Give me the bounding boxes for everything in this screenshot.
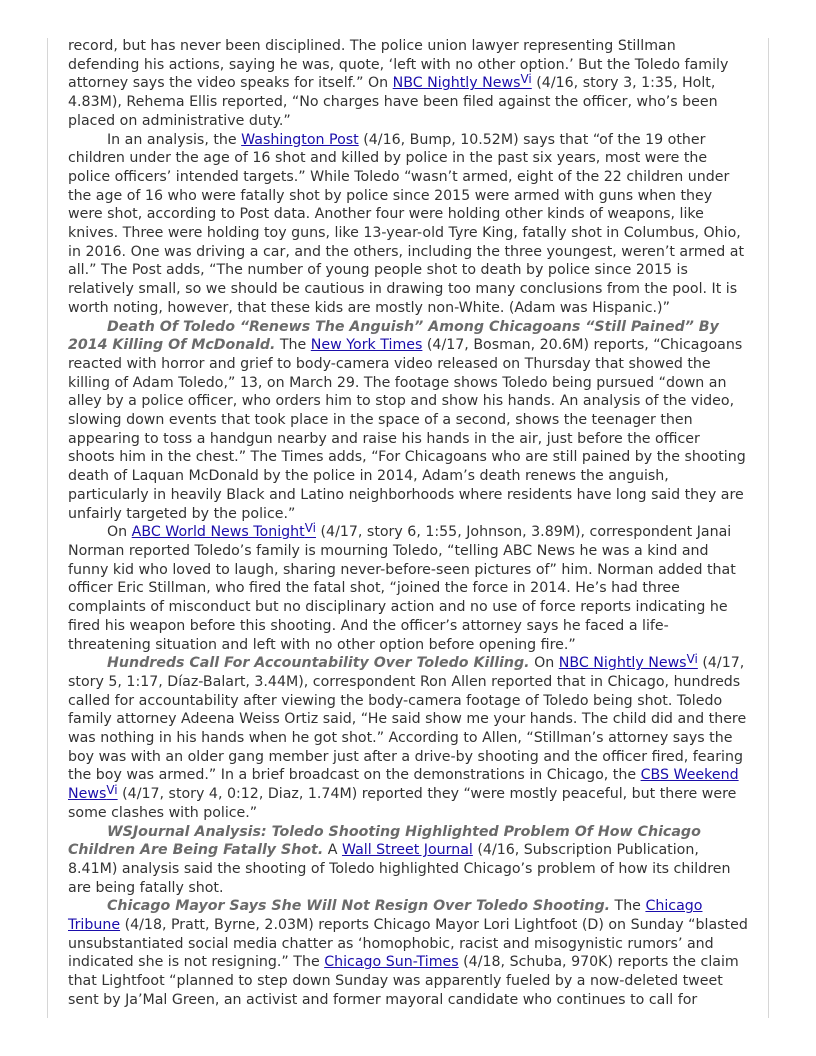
paragraph-text: (4/16, Subscription Publication, 8.41M) analysis said the shooting of Toledo highlighted Chicago’s problem of how its children are being fatally shot. xyxy=(68,842,731,896)
chicago-sun-times-link[interactable]: Chicago Sun-Times xyxy=(324,954,459,971)
video-link-icon[interactable]: Vi xyxy=(304,521,316,536)
paragraph-5 xyxy=(68,654,750,822)
page-border-left xyxy=(47,38,48,1018)
paragraph-text: (4/18, Pratt, Byrne, 2.03M) reports Chicago Mayor Lori Lightfoot (D) on Sunday “blasted unsubstantiated social media chatter as ‘homophobic, racist and misogynistic rumors’ and indicated she is not resigning.” The xyxy=(68,917,748,971)
paragraph-text: (4/17, Bosman, 20.6M) reports, “Chicagoans reacted with horror and grief to body-camera video released on Thursday that showed the killing of Adam Toledo,” 13, on March 29. The footage shows Toledo being pursued “down an alley by a police officer, who orders him to stop and show his hands. An analysis of the video, slowing down events that took place in the space of a second, shows the teenager then appearing to toss a handgun nearby and raise his hands in the air, just before the officer shoots him in the chest.” The Times adds, “For Chicagoans who are still pained by the shooting death of Laquan McDonald by the police in 2014, Adam’s death renews the anguish, particularly in heavily Black and Latino neighborhoods where residents have long said they are unfairly targeted by the police.” xyxy=(68,337,746,522)
paragraph-text: In an analysis, the xyxy=(107,131,242,148)
paragraph-2 xyxy=(68,131,750,318)
paragraph-text: (4/16, story 3, 1:35, Holt, 4.83M), Rehema Ellis reported, “No charges have been filed against the officer, who’s been placed on administrative duty.” xyxy=(68,75,718,129)
paragraph-text: (4/16, Bump, 10.52M) says that “of the 19 other children under the age of 16 shot and killed by police in the past six years, most were the police officers’ intended targets.” While Toledo “wasn’t armed, eight of the 22 children under the age of 16 who were fatally shot by police since 2015 were armed with guns when they were shot, according to Post data. Another four were holding other kinds of weapons, like knives. Three were holding toy guns, like 13-year-old Tyre King, fatally shot in Columbus, Ohio, in 2016. One was driving a car, and the others, including the three youngest, weren’t armed at all.” The Post adds, “The number of young people shot to death by police since 2015 is relatively small, so we should be cautious in drawing too many conclusions from the pool. It is worth noting, however, that these kids are mostly non-White. (Adam was Hispanic.)” xyxy=(68,131,745,316)
paragraph-text: The xyxy=(275,337,311,354)
paragraph-3 xyxy=(68,318,750,524)
video-link-icon[interactable]: Vi xyxy=(520,72,532,87)
new-york-times-link[interactable]: New York Times xyxy=(310,337,423,354)
paragraph-text: On xyxy=(529,655,559,672)
paragraph-text: The xyxy=(610,898,646,915)
nbc-nightly-news-link[interactable]: NBC Nightly News xyxy=(392,75,521,92)
paragraph-text: (4/17, story 6, 1:55, Johnson, 3.89M), correspondent Janai Norman reported Toledo’s family is mourning Toledo, “telling ABC News he was a kind and funny kid who loved to laugh, sharing never-before-seen pictures of” him. Norman added that officer Eric Stillman, who fired the fatal shot, “joined the force in 2014. He’s had three complaints of misconduct but no disciplinary action and no use of force reports indicating he fired his weapon before this shooting. And the officer’s attorney says he faced a life-threatening situation and left with no other option before opening fire.” xyxy=(68,524,736,653)
video-link-icon[interactable]: Vi xyxy=(106,783,118,798)
nbc-nightly-news-link[interactable]: NBC Nightly News xyxy=(558,655,687,672)
story-headline: Chicago Mayor Says She Will Not Resign Over Toledo Shooting. xyxy=(107,898,611,915)
paragraph-7 xyxy=(68,897,750,1009)
paragraph-text: A xyxy=(323,842,342,859)
article-body xyxy=(68,37,750,1010)
paragraph-6 xyxy=(68,823,750,898)
story-headline: Death Of Toledo “Renews The Anguish” Among Chicagoans “Still Pained” By 2014 Killing Of McDonald. xyxy=(68,318,719,354)
story-headline: WSJournal Analysis: Toledo Shooting Highlighted Problem Of How Chicago Children Are Being Fatally Shot. xyxy=(68,823,701,859)
washington-post-link[interactable]: Washington Post xyxy=(241,131,359,148)
paragraph-text: On xyxy=(107,524,132,541)
paragraph-text: (4/17, story 4, 0:12, Diaz, 1.74M) reported they “were mostly peaceful, but there were some clashes with police.” xyxy=(68,786,737,821)
story-headline: Hundreds Call For Accountability Over Toledo Killing. xyxy=(107,655,530,672)
abc-world-news-tonight-link[interactable]: ABC World News Tonight xyxy=(131,524,305,541)
page-border-right xyxy=(768,38,769,1018)
cbs-weekend-news-link[interactable]: CBS Weekend News xyxy=(68,767,739,803)
paragraph-4 xyxy=(68,523,750,654)
paragraph-text: (4/18, Schuba, 970K) reports the claim that Lightfoot “planned to step down Sunday was apparently fueled by a now-deleted tweet sent by Ja’Mal Green, an activist and former mayoral candidate who continues to call for xyxy=(68,954,739,1008)
video-link-icon[interactable]: Vi xyxy=(686,652,698,667)
paragraph-text: (4/17, story 5, 1:17, Díaz-Balart, 3.44M), correspondent Ron Allen reported that in Chicago, hundreds called for accountability after viewing the body-camera footage of Toledo being shot. Toledo family attorney Adeena Weiss Ortiz said, “He said show me your hands. The child did and there was nothing in his hands when he got shot.” According to Allen, “Stillman’s attorney says the boy was with an older gang member just after a drive-by shooting and the officer fired, fearing the boy was armed.” In a brief broadcast on the demonstrations in Chicago, the xyxy=(68,655,747,784)
paragraph-text: record, but has never been disciplined. The police union lawyer representing Stillman defending his actions, saying he was, quote, ‘left with no other option.’ But the Toledo family attorney says the video speaks for itself.” On xyxy=(68,38,729,92)
paragraph-1 xyxy=(68,37,750,131)
wall-street-journal-link[interactable]: Wall Street Journal xyxy=(341,842,473,859)
chicago-tribune-link[interactable]: Chicago Tribune xyxy=(68,898,703,934)
